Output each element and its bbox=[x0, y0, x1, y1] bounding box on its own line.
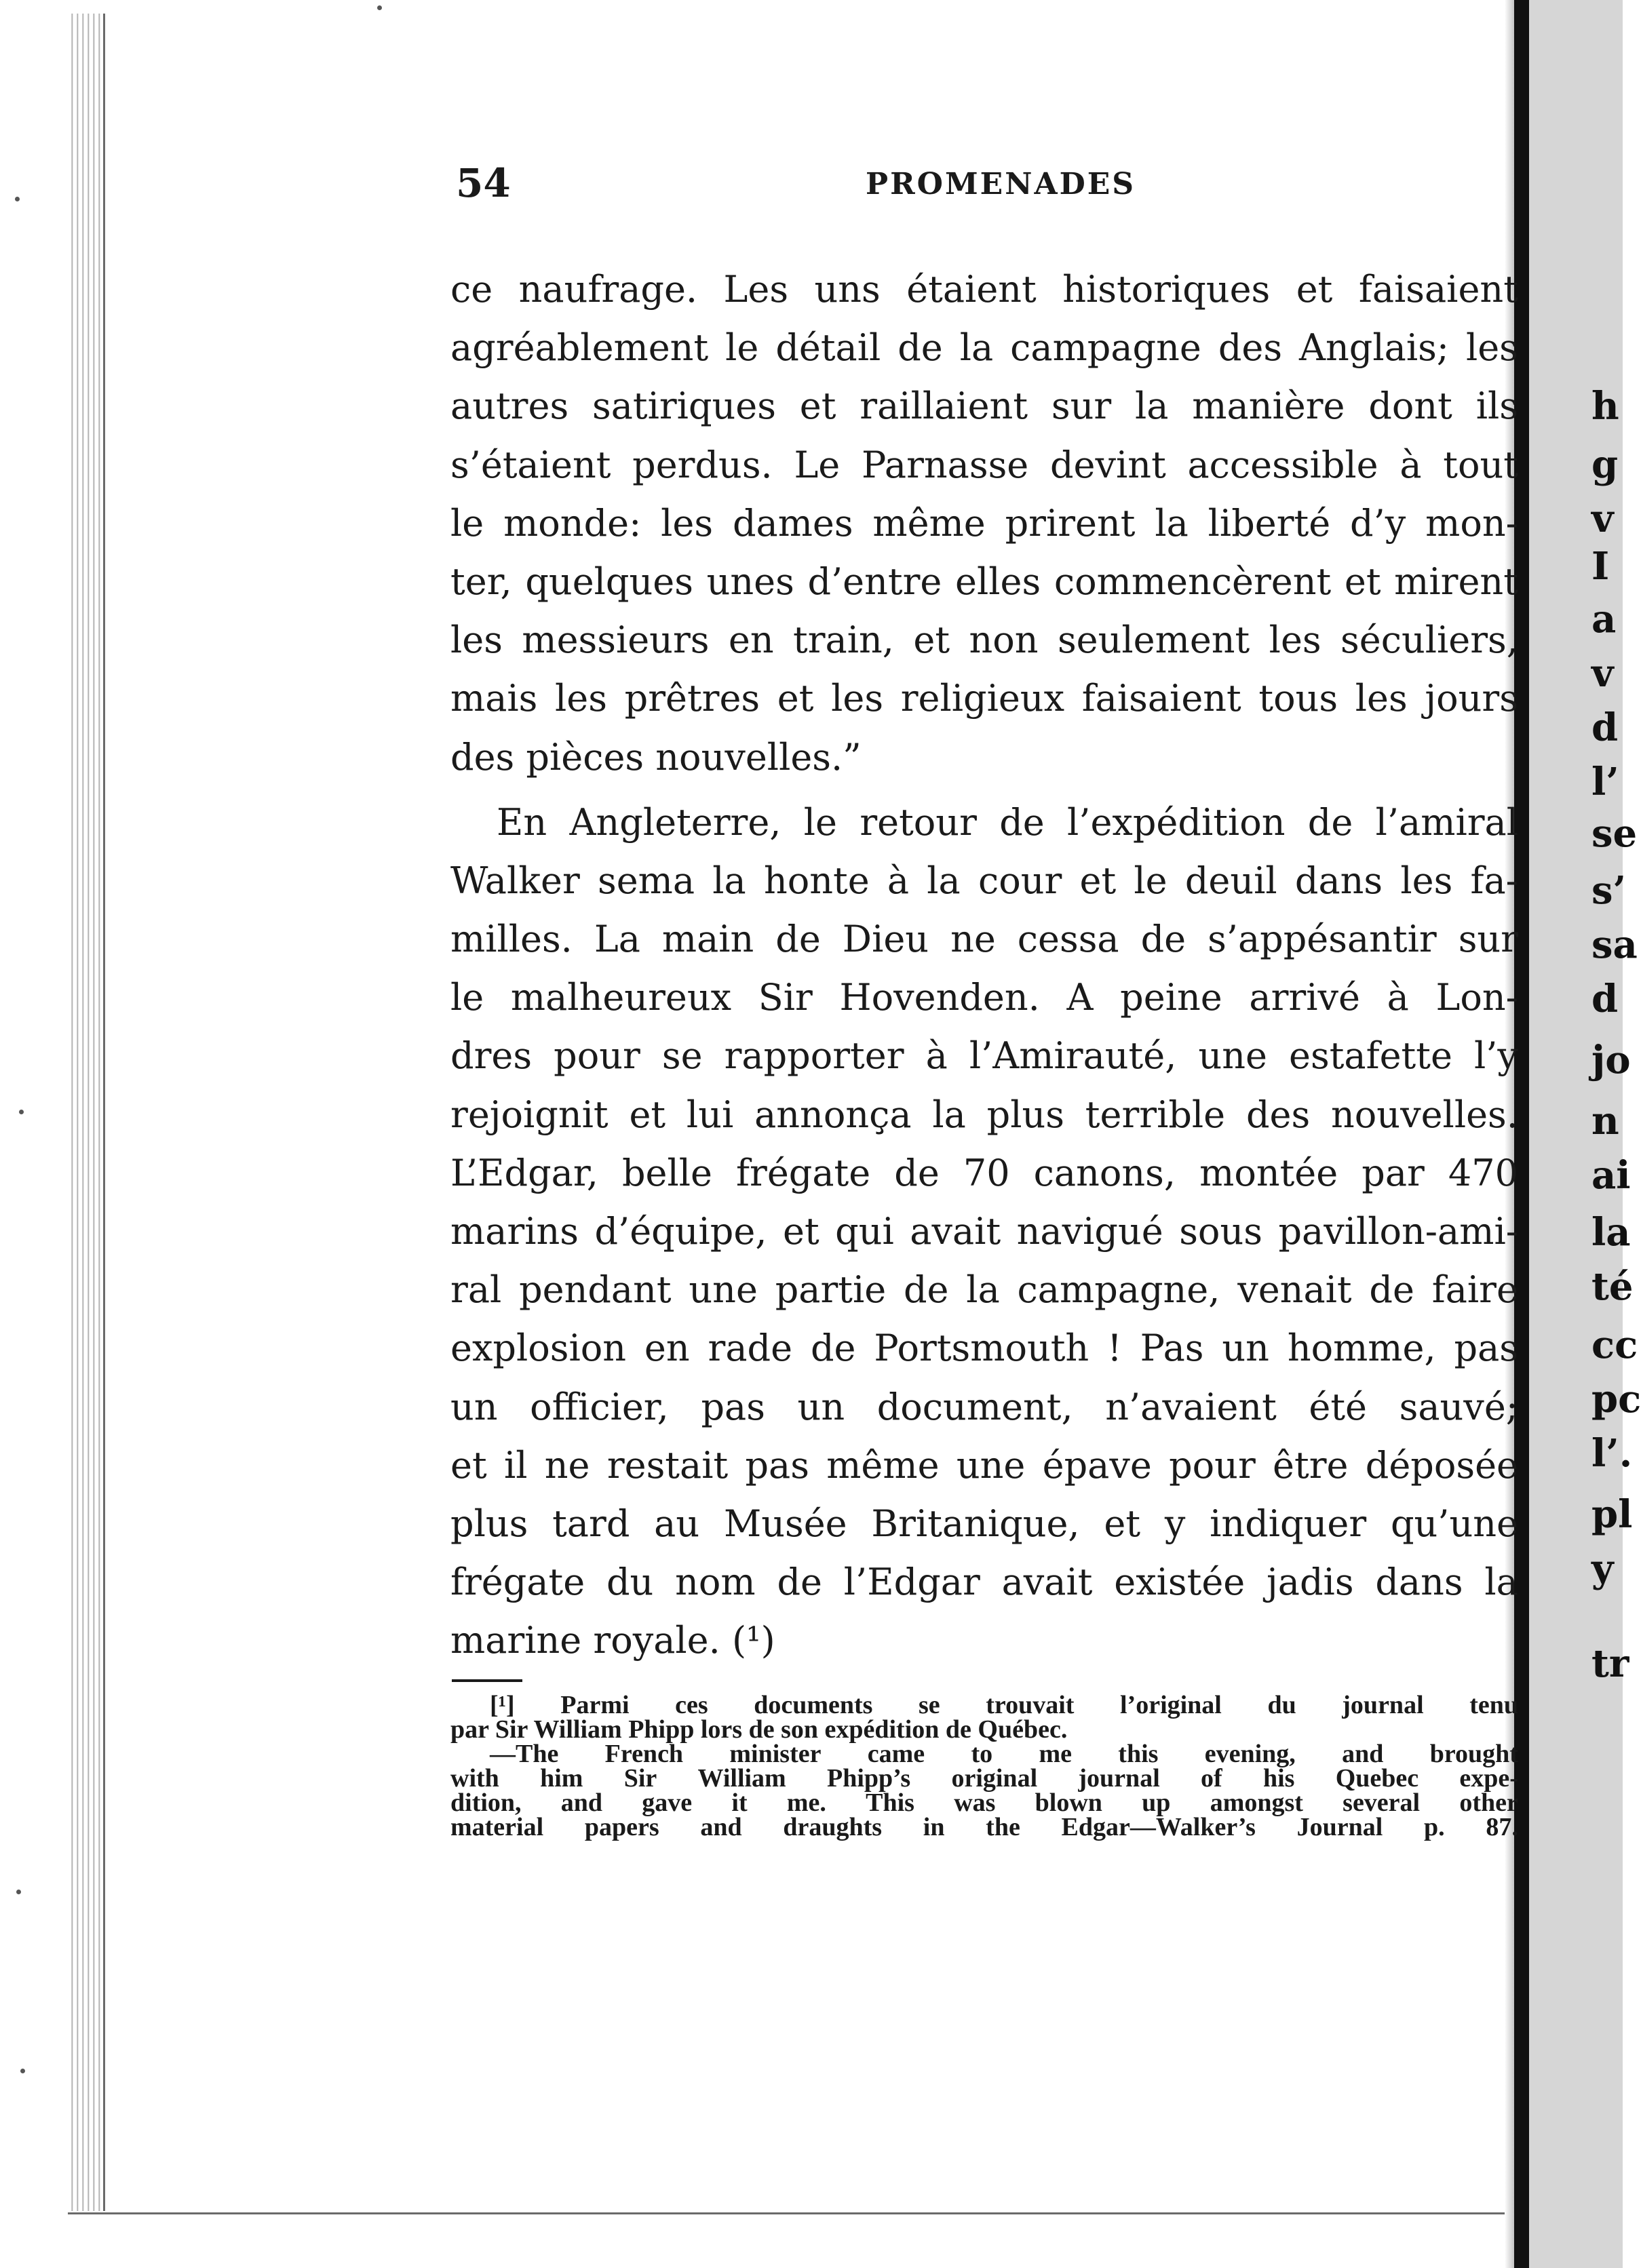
text-line: et il ne restait pas même une épave pour être déposée bbox=[450, 1443, 1518, 1487]
text-line: le malheureux Sir Hovenden. A peine arrivé à Lon- bbox=[450, 976, 1518, 1019]
text-line: plus tard au Musée Britanique, et y indiquer qu’une bbox=[450, 1502, 1518, 1545]
next-page-fragment: g bbox=[1591, 442, 1619, 487]
next-page-edge bbox=[1529, 0, 1641, 2268]
footnote-line: par Sir William Phipp lors de son expédition de Québec. bbox=[450, 1715, 1068, 1744]
footnote-line: with him Sir William Phipp’s original journal of his Quebec expe- bbox=[450, 1764, 1518, 1793]
footnotes bbox=[450, 1693, 1518, 1839]
next-page-fragment: s’ bbox=[1591, 868, 1627, 913]
text-line: En Angleterre, le retour de l’expédition de l’amiral bbox=[497, 800, 1518, 844]
footnote-rule bbox=[452, 1679, 522, 1682]
text-line: ral pendant une partie de la campagne, venait de faire bbox=[450, 1268, 1518, 1312]
next-page-fragment: d bbox=[1591, 977, 1619, 1021]
text-line: agréablement le détail de la campagne des Anglais; les bbox=[450, 326, 1518, 370]
text-line: un officier, pas un document, n’avaient été sauvé; bbox=[450, 1385, 1518, 1428]
paragraph-gap bbox=[450, 787, 1518, 794]
next-page-fragment: l’ bbox=[1591, 760, 1619, 804]
text-line: des pièces nouvelles.” bbox=[450, 735, 862, 779]
next-page-fragment: ai bbox=[1591, 1153, 1631, 1198]
footnote-line: [¹] Parmi ces documents se trouvait l’original du journal tenu bbox=[490, 1691, 1518, 1719]
page-number: 54 bbox=[456, 160, 511, 206]
next-page-fragment: pc bbox=[1591, 1377, 1641, 1422]
body-text bbox=[450, 260, 1518, 1670]
text-line: explosion en rade de Portsmouth ! Pas un homme, pas bbox=[450, 1327, 1518, 1370]
scan-speck bbox=[16, 1890, 21, 1894]
text-line: rejoignit et lui annonça la plus terrible des nouvelles. bbox=[450, 1093, 1518, 1136]
next-page-fragment: I bbox=[1591, 544, 1610, 589]
footnote-line: —The French minister came to me this evening, and brought bbox=[490, 1740, 1518, 1768]
scan-speck bbox=[20, 2069, 25, 2073]
next-page-fragment: pl bbox=[1591, 1492, 1633, 1537]
running-head bbox=[456, 160, 1514, 214]
next-page-fragment: n bbox=[1591, 1099, 1619, 1143]
text-line: dres pour se rapporter à l’Amirauté, une estafette l’y bbox=[450, 1034, 1518, 1078]
next-page-fragment: y bbox=[1591, 1546, 1614, 1591]
scan-speck bbox=[15, 197, 20, 201]
text-line: L’Edgar, belle frégate de 70 canons, montée par 470 bbox=[450, 1151, 1518, 1194]
scan-speck bbox=[19, 1110, 24, 1114]
next-page-fragment: té bbox=[1591, 1264, 1634, 1309]
text-line: milles. La main de Dieu ne cessa de s’appésantir sur bbox=[450, 918, 1518, 961]
next-page-fragment: d bbox=[1591, 705, 1619, 750]
next-page-fragment: v bbox=[1591, 496, 1614, 541]
text-line: s’étaient perdus. Le Parnasse devint accessible à tout bbox=[450, 443, 1518, 486]
next-page-fragment: se bbox=[1591, 811, 1638, 856]
running-title: PROMENADES bbox=[866, 167, 1136, 201]
footnote-line: material papers and draughts in the Edgar—Walker’s Journal p. 87. bbox=[450, 1813, 1518, 1841]
text-line: ce naufrage. Les uns étaient historiques et faisaient bbox=[450, 268, 1518, 311]
next-page-fragment: sa bbox=[1591, 922, 1638, 967]
text-line: les messieurs en train, et non seulement les séculiers, bbox=[450, 619, 1518, 662]
page-edge-border bbox=[103, 14, 105, 2211]
next-page-fragment: l’. bbox=[1591, 1431, 1633, 1476]
next-page-fragment: la bbox=[1591, 1210, 1631, 1255]
page-bottom-border bbox=[68, 2212, 1520, 2214]
footnote-line: dition, and gave it me. This was blown up amongst several other bbox=[450, 1788, 1518, 1817]
next-page-fragment: h bbox=[1591, 384, 1619, 429]
next-page-fragment: tr bbox=[1591, 1641, 1629, 1686]
next-page-fragment: cc bbox=[1591, 1323, 1638, 1367]
text-line: le monde: les dames même prirent la liberté d’y mon- bbox=[450, 501, 1518, 545]
text-line: Walker sema la honte à la cour et le deuil dans les fa- bbox=[450, 859, 1518, 902]
next-page-fragment: v bbox=[1591, 651, 1614, 696]
text-line: marins d’équipe, et qui avait navigué sous pavillon-ami- bbox=[450, 1210, 1518, 1253]
text-line: ter, quelques unes d’entre elles commencèrent et mirent bbox=[450, 560, 1518, 603]
text-line: mais les prêtres et les religieux faisaient tous les jours bbox=[450, 677, 1518, 720]
page-edges bbox=[68, 14, 103, 2211]
next-page-fragment: a bbox=[1591, 597, 1617, 642]
text-line: autres satiriques et raillaient sur la manière dont ils bbox=[450, 385, 1518, 428]
scan-speck bbox=[377, 5, 382, 10]
next-page-fragment: jo bbox=[1591, 1038, 1631, 1082]
text-line: marine royale. (¹) bbox=[450, 1619, 775, 1662]
text-line: frégate du nom de l’Edgar avait existée jadis dans la bbox=[450, 1561, 1518, 1604]
